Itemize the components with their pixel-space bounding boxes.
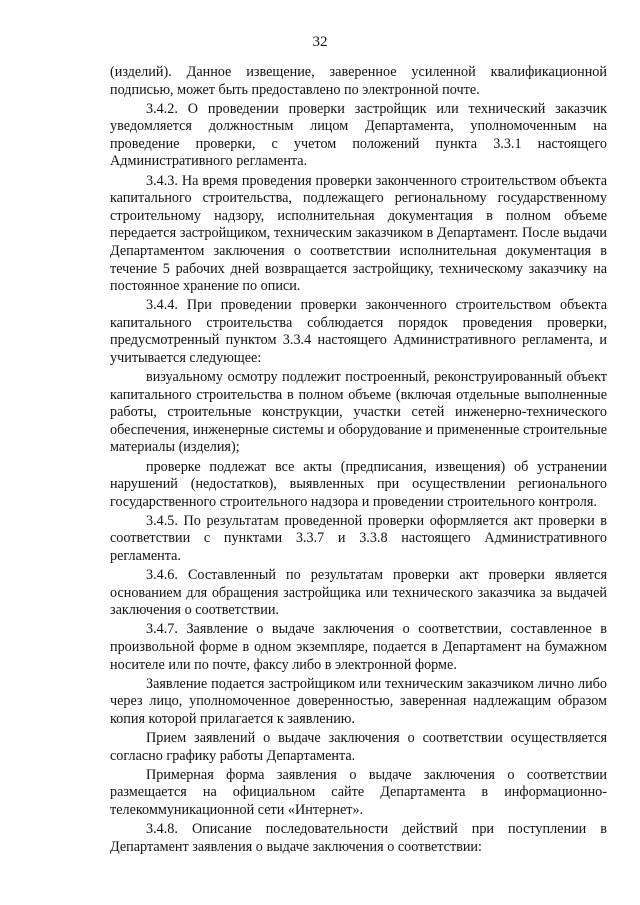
paragraph-3-4-3: 3.4.3. На время проведения проверки законченного строительством объекта капитального строительства, подлежащего региональному государственному строительному надзору, исполнительная документация в полном объеме передается застройщиком, техническим заказчиком в Департамент. После выдачи Департаментом заключения о соответствии исполнительная документация в течение 5 рабочих дней возвращается застройщику, техническому заказчику на постоянное хранение по описи. (110, 172, 607, 295)
paragraph-3-4-8: 3.4.8. Описание последовательности действий при поступлении в Департамент заявления о выдаче заключения о соответствии: (110, 820, 607, 855)
paragraph-continuation: (изделий). Данное извещение, заверенное усиленной квалификационной подписью, может быть предоставлено по электронной почте. (110, 64, 607, 98)
paragraph-acts-check: проверке подлежат все акты (предписания, извещения) об устранении нарушений (недостатков), выявленных при осуществлении регионального государственного строительного надзора и проведении строительного контроля. (110, 458, 607, 510)
paragraph-application-schedule: Прием заявлений о выдаче заключения о соответствии осуществляется согласно графику работы Департамента. (110, 729, 607, 764)
document-body (110, 64, 607, 856)
paragraph-3-4-5: 3.4.5. По результатам проведенной проверки оформляется акт проверки в соответствии с пунктами 3.3.7 и 3.3.8 настоящего Административного регламента. (110, 512, 607, 565)
paragraph-visual-inspection: визуальному осмотру подлежит построенный, реконструированный объект капитального строительства в полном объеме (включая отдельные выполненные работы, строительные конструкции, участки сетей инженерно-технического обеспечения, инженерные системы и оборудование и примененные строительные материалы (изделия); (110, 369, 607, 456)
page-number: 32 (312, 34, 328, 50)
paragraph-3-4-4: 3.4.4. При проведении проверки законченного строительством объекта капитального строительства соблюдается порядок проведения проверки, предусмотренный пунктом 3.3.4 настоящего Административного регламента, и учитывается следующее: (110, 297, 607, 366)
paragraph-application-form: Примерная форма заявления о выдаче заключения о соответствии размещается на официальном сайте Департамента в информационно-телекоммуникационной сети «Интернет». (110, 766, 607, 818)
paragraph-application-submission: Заявление подается застройщиком или техническим заказчиком лично либо через лицо, уполномоченное доверенностью, заверенная надлежащим образом копия которой прилагается к заявлению. (110, 675, 607, 727)
paragraph-3-4-6: 3.4.6. Составленный по результатам проверки акт проверки является основанием для обращения застройщика или технического заказчика за выдачей заключения о соответствии. (110, 567, 607, 619)
paragraph-3-4-2: 3.4.2. О проведении проверки застройщик или технический заказчик уведомляется должностным лицом Департамента, уполномоченным на проведение проверки, с учетом положений пункта 3.3.1 настоящего Административного регламента. (110, 100, 607, 170)
paragraph-3-4-7: 3.4.7. Заявление о выдаче заключения о соответствии, составленное в произвольной форме в одном экземпляре, подается в Департамент на бумажном носителе или по почте, факсу либо в электронной форме. (110, 621, 607, 673)
